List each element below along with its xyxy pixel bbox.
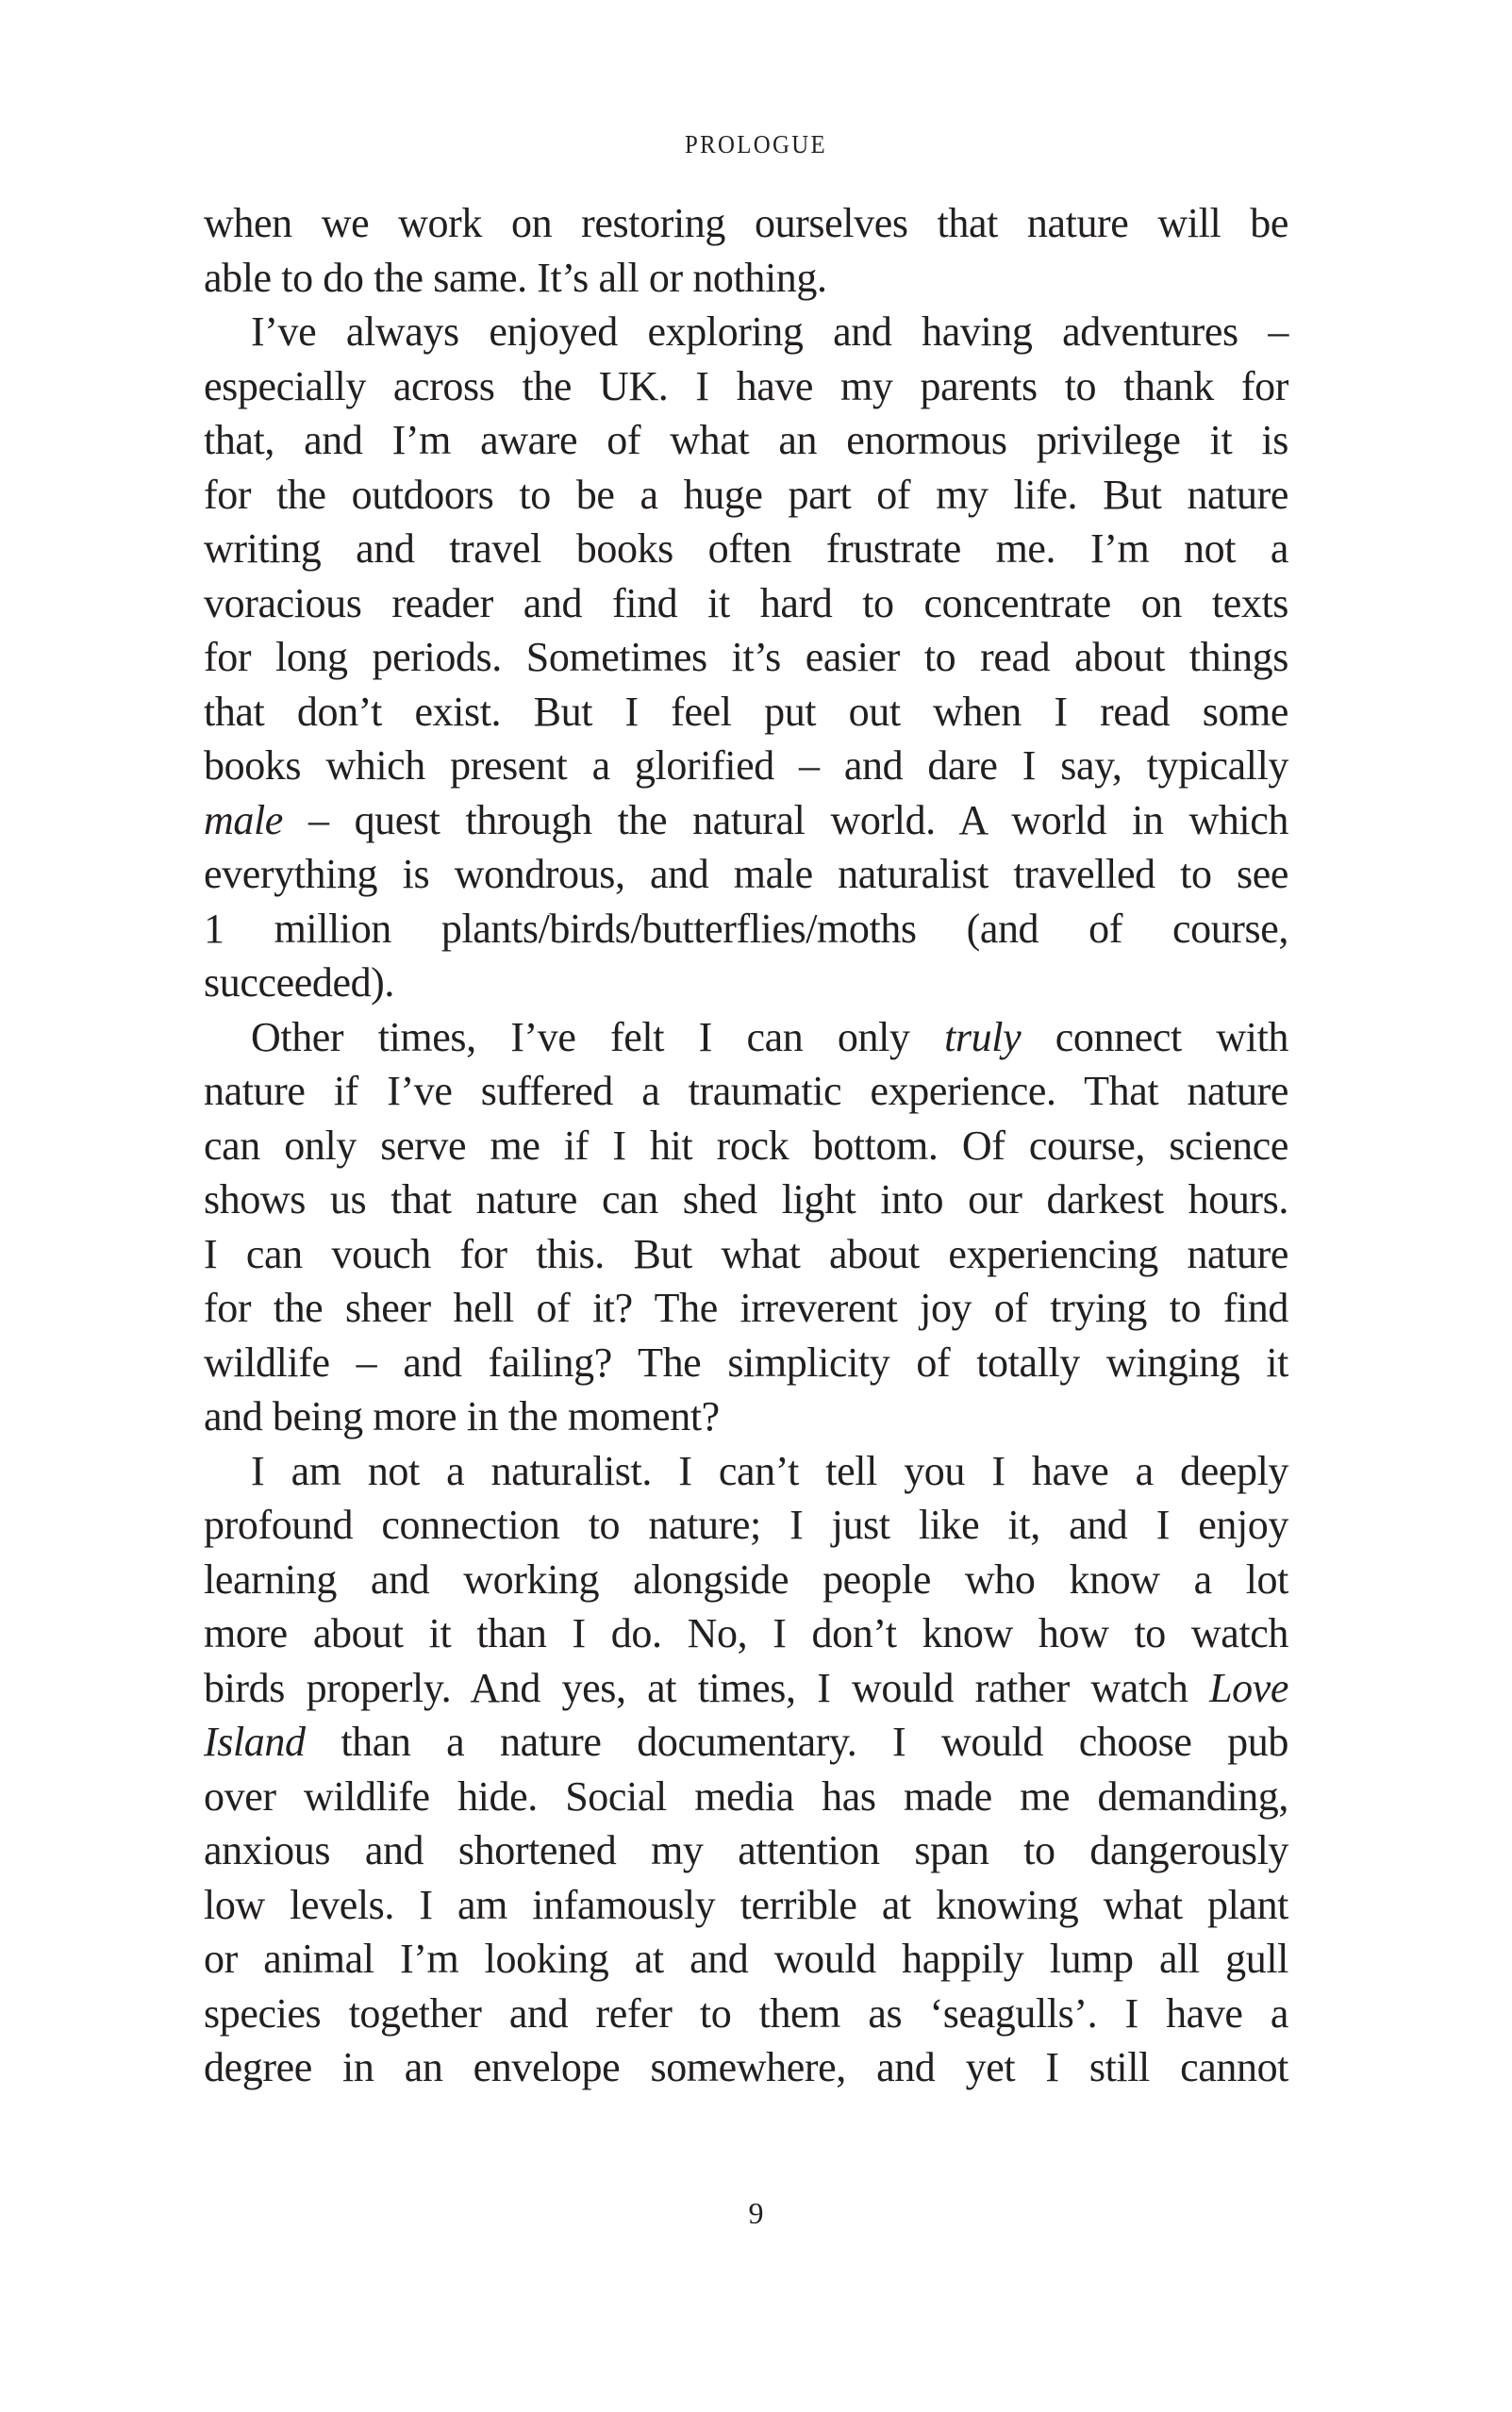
text-line <box>204 1173 1288 1227</box>
text-span: books which present a glorified – and dare I say, typically <box>204 742 1288 789</box>
text-span: profound connection to nature; I just like it, and I enjoy <box>204 1502 1288 1548</box>
text-line <box>204 1281 1288 1336</box>
text-line <box>204 685 1288 740</box>
text-span: able to do the same. It’s all or nothing. <box>204 254 827 301</box>
text-span: degree in an envelope somewhere, and yet I still cannot <box>204 2044 1288 2090</box>
text-line <box>204 847 1288 902</box>
text-span: for the outdoors to be a huge part of my life. But nature <box>204 471 1288 518</box>
text-span: anxious and shortened my attention span to dangerously <box>204 1827 1288 1873</box>
text-span: when we work on restoring ourselves that nature will be <box>204 200 1288 246</box>
text-line <box>204 739 1288 793</box>
text-span: or animal I’m looking at and would happily lump all gull <box>204 1936 1288 1982</box>
text-span: 1 million plants/birds/butterflies/moths (and of course, <box>204 905 1288 952</box>
text-span: that, and I’m aware of what an enormous privilege it is <box>204 417 1288 463</box>
text-line <box>204 1770 1288 1824</box>
text-line <box>204 196 1288 251</box>
text-span: that don’t exist. But I feel put out when I read some <box>204 688 1288 735</box>
text-span: connect with <box>1021 1013 1288 1060</box>
text-span: for the sheer hell of it? The irreverent joy of trying to find <box>204 1285 1288 1331</box>
text-line <box>204 305 1288 359</box>
text-line <box>204 1010 1288 1065</box>
italic-emphasis: truly <box>944 1013 1022 1060</box>
page-number: 9 <box>748 2196 764 2230</box>
text-span: than a nature documentary. I would choose pub <box>305 1719 1288 1765</box>
text-span: wildlife – and failing? The simplicity of totally winging it <box>204 1339 1288 1386</box>
text-line <box>204 793 1288 848</box>
text-line <box>204 1987 1288 2041</box>
text-line <box>204 413 1288 468</box>
text-line <box>204 576 1288 631</box>
text-span: everything is wondrous, and male naturalist travelled to see <box>204 851 1288 897</box>
text-span: species together and refer to them as ‘seagulls’. I have a <box>204 1989 1288 2037</box>
text-span: birds properly. And yes, at times, I would rather watch <box>204 1664 1210 1711</box>
text-span: more about it than I do. No, I don’t know how to watch <box>204 1610 1288 1656</box>
text-span: low levels. I am infamously terrible at knowing what plant <box>204 1881 1288 1928</box>
text-span: succeeded). <box>204 959 395 1006</box>
body-text <box>204 196 1288 2095</box>
text-span: writing and travel books often frustrate me. I’m not a <box>204 525 1288 572</box>
text-line <box>204 956 1288 1010</box>
text-line <box>204 359 1288 414</box>
text-span: over wildlife hide. Social media has made me demanding, <box>204 1772 1288 1820</box>
text-line <box>204 1932 1288 1987</box>
italic-emphasis: male <box>204 796 283 843</box>
text-line <box>204 1444 1288 1499</box>
text-span: learning and working alongside people who know a lot <box>204 1555 1288 1603</box>
text-line <box>204 1389 1288 1444</box>
text-line <box>204 1498 1288 1553</box>
italic-emphasis: Island <box>204 1719 306 1765</box>
text-line <box>204 902 1288 956</box>
text-line <box>204 522 1288 576</box>
text-line <box>204 1336 1288 1390</box>
text-line <box>204 468 1288 523</box>
text-line <box>204 251 1288 306</box>
text-line <box>204 2040 1288 2095</box>
text-span: nature if I’ve suffered a traumatic experience. That nature <box>204 1068 1288 1114</box>
text-line <box>204 1661 1288 1716</box>
text-span: Other times, I’ve felt I can only <box>251 1013 945 1060</box>
text-span: can only serve me if I hit rock bottom. Of course, science <box>204 1122 1288 1169</box>
text-span: I am not a naturalist. I can’t tell you I have a deeply <box>251 1447 1288 1494</box>
text-span: especially across the UK. I have my parents to thank for <box>204 362 1288 409</box>
text-line <box>204 1823 1288 1878</box>
text-line <box>204 1715 1288 1770</box>
text-line <box>204 1119 1288 1173</box>
text-line <box>204 1227 1288 1282</box>
text-line <box>204 1553 1288 1607</box>
text-span: I’ve always enjoyed exploring and having adventures – <box>251 308 1288 355</box>
text-line <box>204 1064 1288 1119</box>
running-head: PROLOGUE <box>685 130 827 158</box>
text-line <box>204 1606 1288 1661</box>
italic-emphasis: Love <box>1209 1664 1288 1711</box>
text-span: – quest through the natural world. A world in which <box>282 796 1288 843</box>
text-line <box>204 630 1288 685</box>
text-line <box>204 1878 1288 1933</box>
text-span: I can vouch for this. But what about experiencing nature <box>204 1230 1288 1277</box>
text-span: for long periods. Sometimes it’s easier to read about things <box>204 634 1288 680</box>
text-span: voracious reader and find it hard to concentrate on texts <box>204 579 1288 626</box>
text-span: and being more in the moment? <box>204 1393 720 1439</box>
text-span: shows us that nature can shed light into our darkest hours. <box>204 1176 1288 1223</box>
